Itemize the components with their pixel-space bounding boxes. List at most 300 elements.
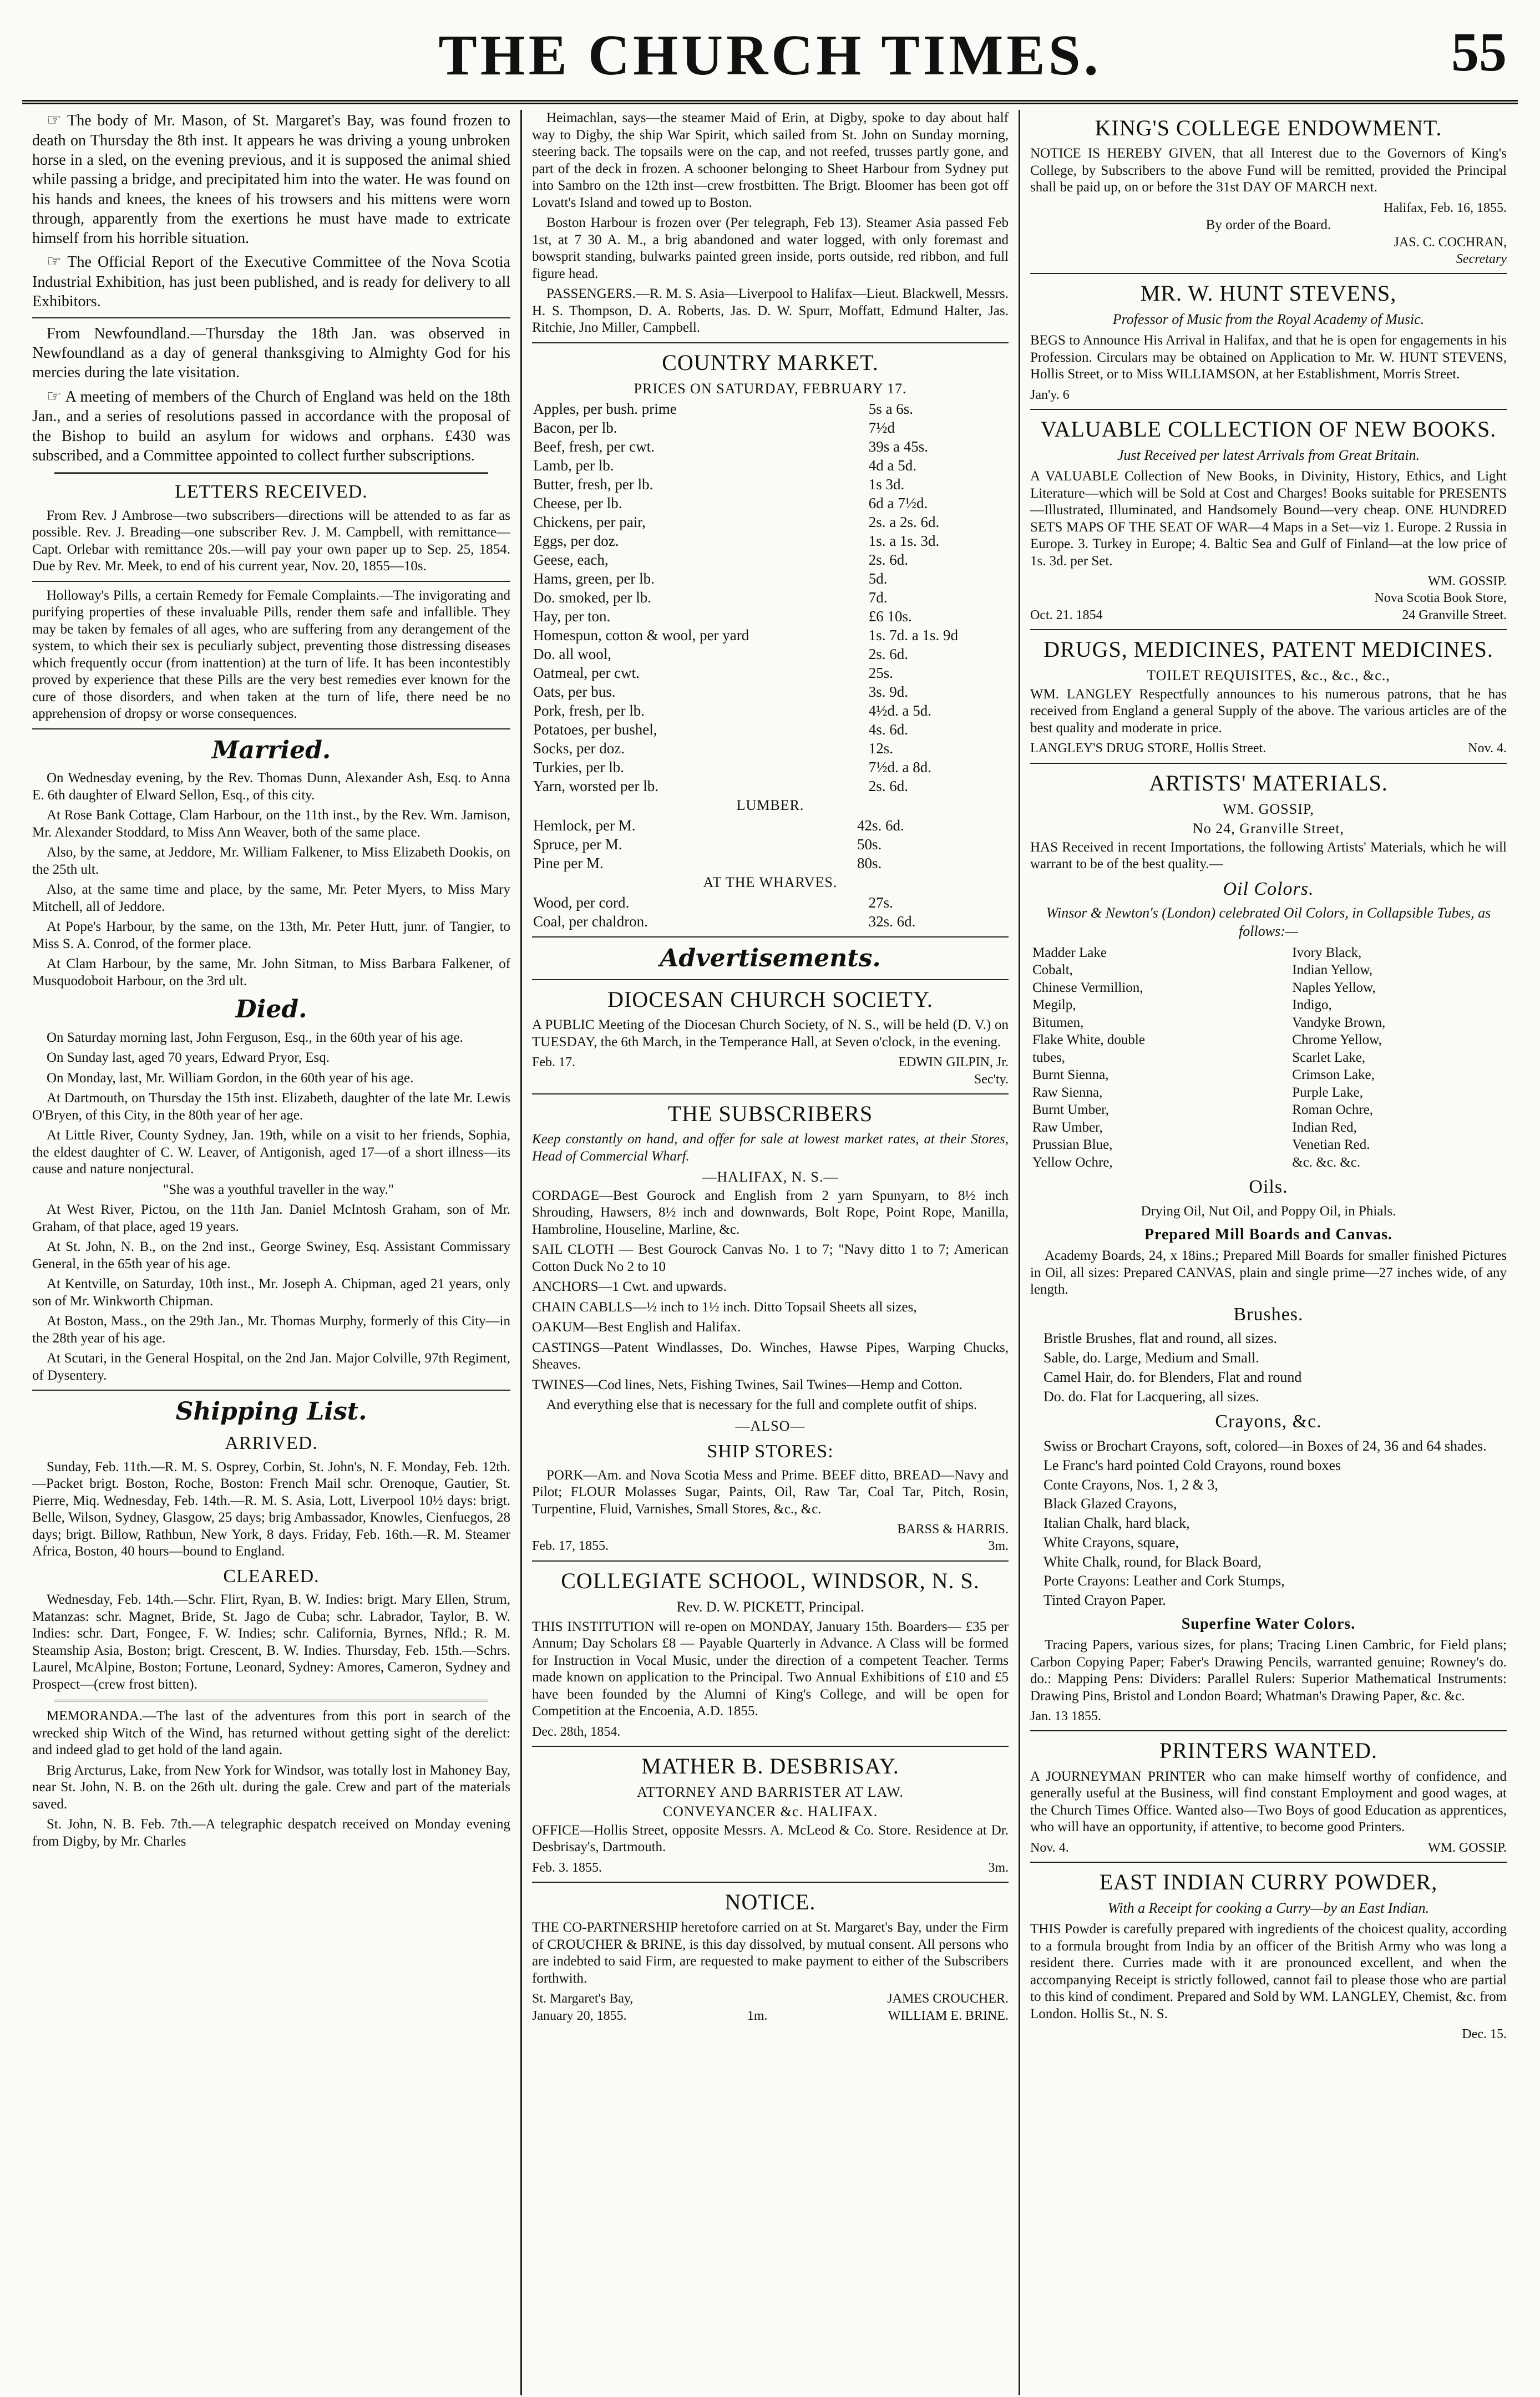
death-notice: At Scutari, in the General Hospital, on the 2nd Jan. Major Colville, 97th Regiment, of Dysentery. xyxy=(32,1351,510,1383)
market-row xyxy=(532,701,1009,720)
drugs-date: Nov. 4. xyxy=(1468,741,1507,756)
item-cell: Do. smoked, per lb. xyxy=(533,589,651,606)
item-cell: Flake White, double xyxy=(1032,1032,1145,1048)
item-cell: Wood, per cord. xyxy=(533,894,630,911)
desbrisay-footer xyxy=(532,1859,1009,1876)
value-cell: &c. &c. &c. xyxy=(1292,1154,1361,1170)
market-heading: COUNTRY MARKET. xyxy=(662,349,879,375)
value-cell: Indian Red, xyxy=(1292,1119,1357,1135)
subscribers-date: Feb. 17, 1855. xyxy=(532,1539,609,1554)
diocesan-date: Feb. 17. xyxy=(532,1055,575,1070)
item-cell: Lamb, per lb. xyxy=(533,457,614,474)
color-row xyxy=(1030,979,1507,997)
holloway-advert: Holloway's Pills, a certain Remedy for Female Complaints.—The invigorating and purifying properties of these invaluable Pills, render them safe and infallible. They may be taken by females of all ages, who are suffering from any derangement of the system, to which their sex is peculiarly subject, preventing those distressing diseases which frequently occur (from inattention) at the turn of life. It has been incontestibly proved by experience that these Pills are the very best remedies ever known for the cure of those disorders, and when taken at the turn of life, there need be no apprehension of dropsy or worse consequences. xyxy=(32,587,510,722)
item-cell: Madder Lake xyxy=(1032,945,1107,960)
column-1 xyxy=(22,110,520,2395)
color-row xyxy=(1030,1066,1507,1084)
shipping-heading: Shipping List. xyxy=(175,1397,367,1426)
notice-heading: NOTICE. xyxy=(725,1889,816,1915)
death-notice: At Dartmouth, on Thursday the 15th inst. Elizabeth, daughter of the late Mr. Lewis O'Bryen, of this City, in the 80th year of her age. xyxy=(32,1091,510,1123)
desbrisay-title: ATTORNEY AND BARRISTER AT LAW. xyxy=(637,1784,904,1801)
value-cell: 12s. xyxy=(868,739,894,757)
divider xyxy=(532,342,1009,343)
kings-body: NOTICE IS HEREBY GIVEN, that all Interest due to the Governors of King's College, by Subscribers to the above Fund will be remitted, provided the Principal shall be paid up, on or before the 31st DAY OF MARCH next. xyxy=(1030,146,1507,195)
divider xyxy=(32,1390,510,1391)
column-2 xyxy=(520,110,1019,2395)
item-cell: Yarn, worsted per lb. xyxy=(533,777,658,794)
news-newfoundland: From Newfoundland.—Thursday the 18th Jan. was observed in Newfoundland as a day of general thanksgiving to Almighty God for his mercies during the late visitation. xyxy=(32,325,510,382)
value-cell: 7½d xyxy=(868,419,895,436)
item-cell: Butter, fresh, per lb. xyxy=(533,475,654,493)
drugs-heading: DRUGS, MEDICINES, PATENT MEDICINES. xyxy=(1043,636,1493,662)
divider xyxy=(32,581,510,582)
married-notice: At Rose Bank Cottage, Clam Harbour, on the 11th inst., by the Rev. Wm. Jamison, Mr. Alexander Stoddard, to Miss Ann Weaver, both of the same place. xyxy=(32,808,510,840)
death-notice: On Monday, last, Mr. William Gordon, in the 60th year of his age. xyxy=(47,1070,414,1086)
divider xyxy=(1030,763,1507,764)
artists-heading: ARTISTS' MATERIALS. xyxy=(1149,770,1388,795)
collegiate-heading: COLLEGIATE SCHOOL, WINDSOR, N. S. xyxy=(561,1568,980,1593)
item-cell: Geese, each, xyxy=(533,551,609,568)
value-cell: 5s a 6s. xyxy=(868,400,914,417)
value-cell: 7d. xyxy=(868,589,888,606)
wharves-table xyxy=(532,893,1009,931)
item-cell: Prussian Blue, xyxy=(1032,1137,1113,1153)
lumber-table xyxy=(532,816,1009,873)
desbrisay-date: Feb. 3. 1855. xyxy=(532,1860,602,1875)
divider xyxy=(1030,629,1507,630)
newspaper-title: THE CHURCH TIMES. xyxy=(438,23,1102,87)
value-cell: 27s. xyxy=(868,894,893,911)
passengers: PASSENGERS.—R. M. S. Asia—Liverpool to Halifax—Lieut. Blackwell, Messrs. H. S. Thompson, D. A. Roberts, Jas. D. W. Spurr, Moffatt, Edmund Halter, Jas. Ritchie, Jno Miller, Campbell. xyxy=(532,286,1009,335)
market-row xyxy=(532,475,1009,494)
value-cell: Venetian Red. xyxy=(1292,1137,1370,1153)
item-cell: Oatmeal, per cwt. xyxy=(533,664,640,681)
memoranda: MEMORANDA.—The last of the adventures from this port in search of the wrecked ship Witch of the Wind, has returned without getting sight of the derelict: and indeed glad to get hold of the land again. xyxy=(32,1709,510,1758)
death-notice: At Boston, Mass., on the 29th Jan., Mr. Thomas Murphy, formerly of this City—in the 28th year of his age. xyxy=(32,1314,510,1346)
market-row xyxy=(532,531,1009,550)
divider xyxy=(532,1560,1009,1562)
market-row xyxy=(532,645,1009,663)
wharves-heading: AT THE WHARVES. xyxy=(703,874,838,890)
list-item: Camel Hair, do. for Blenders, Flat and round xyxy=(1043,1369,1302,1385)
arrived-heading: ARRIVED. xyxy=(225,1432,318,1453)
item-cell: Apples, per bush. prime xyxy=(533,400,677,417)
stevens-heading: MR. W. HUNT STEVENS, xyxy=(1140,281,1397,306)
arrived-list: Sunday, Feb. 11th.—R. M. S. Osprey, Corbin, St. John's, N. F. Monday, Feb. 12th.—Packet brigt. Boston, Roche, Boston: French Mail schr. Orenoque, Gautier, St. Pierre, Miq. Wednesday, Feb. 14th.—R. M. S. Asia, Lott, Liverpool 10½ days: brigt. Belle, Wilson, Sydney, Glasgow, 25 days; brig Ambassador, Knowles, Cienfuegos, 28 days; brigt. Billow, Rathbun, New York, 8 days. Friday, Feb. 16th.—R. M. Steamer Africa, Boston, 40 hours—bound to England. xyxy=(32,1459,510,1559)
news-church-meeting: ☞ A meeting of members of the Church of England was held on the 18th Jan., and a series of resolutions passed in accordance with the proposal of the Bishop to build an asylum for widows and orphans. £430 was subscribed, and a Committee appointed to collect further subscriptions. xyxy=(32,387,510,464)
value-cell: 6d a 7½d. xyxy=(868,494,928,511)
divider xyxy=(1030,409,1507,410)
subscribers-footer xyxy=(532,1538,1009,1554)
stevens-date: Jan'y. 6 xyxy=(1030,387,1070,402)
news-steamer: Heimachlan, says—the steamer Maid of Erin, at Digby, spoke to day about half way to Digby, the ship War Spirit, which sailed from St. John on Sunday morning, steering back. The topsails were on the cap, and not reefed, trusses partly gone, and part of the deck in frozen. A schooner belonging to Sheet Harbour from Sydney put into Sambro on the 12th inst—crew frostbitten. The Brigt. Bloomer has been got off Lovatt's Island and towed up to Boston. xyxy=(532,110,1009,210)
curry-date: Dec. 15. xyxy=(1462,2027,1507,2042)
books-body: A VALUABLE Collection of New Books, in Divinity, History, Ethics, and Light Literature—which will be Sold at Cost and Charges! Books suitable for PRESENTS—Illustrated, Illuminated, and Handsomely Bound—very cheap. ONE HUNDRED SETS MAPS OF THE SEAT OF WAR—4 Maps in a Set—viz 1. Europe. 2 Russia in Europe. 3. Turkey in Europe; 4. Baltic Sea and Gulf of Finland—at the low price of 1s. 3d. per Set. xyxy=(1030,469,1507,569)
notice-footer-1 xyxy=(532,1990,1009,2007)
list-item: Le Franc's hard pointed Cold Crayons, round boxes xyxy=(1043,1457,1341,1473)
castings: CASTINGS—Patent Windlasses, Do. Winches, Hawse Pipes, Warping Chucks, Sheaves. xyxy=(532,1340,1009,1372)
printers-signature: WM. GOSSIP. xyxy=(1427,1840,1507,1855)
artists-body: HAS Received in recent Importations, the following Artists' Materials, which he will warrant to be of the best quality.— xyxy=(1030,839,1507,872)
diocesan-role: Sec'ty. xyxy=(974,1072,1009,1087)
item-cell: Hemlock, per M. xyxy=(533,817,636,834)
drugs-footer xyxy=(1030,740,1507,757)
value-cell: 25s. xyxy=(868,664,894,681)
item-cell: Raw Sienna, xyxy=(1032,1085,1103,1100)
sail-cloth: SAIL CLOTH — Best Gourock Canvas No. 1 to 7; "Navy ditto 1 to 7; American Cotton Duck No 2 to 10 xyxy=(532,1242,1009,1274)
married-notice: At Clam Harbour, by the same, Mr. John Sitman, to Miss Barbara Falkener, of Musquodoboit Harbour, on the 3rd ult. xyxy=(32,956,510,989)
married-notice: Also, at the same time and place, by the same, Mr. Peter Myers, to Miss Mary Mitchell, all of Jeddore. xyxy=(32,882,510,914)
news-mason: ☞ The body of Mr. Mason, of St. Margaret's Bay, was found frozen to death on Thursday the 8th inst. It appears he was driving a young unbroken horse in a sled, on the evening previous, and it is supposed the animal shied while passing a bridge, and precipitated him into the water. He was found on his hands and knees, the knees of his trowsers and his mittens were worn through, apparently from the exertions he must have made to extricate himself from his horrible situation. xyxy=(32,111,510,247)
desbrisay-subtitle: CONVEYANCER &c. HALIFAX. xyxy=(662,1803,878,1820)
cleared-heading: CLEARED. xyxy=(223,1565,320,1587)
divider xyxy=(54,472,488,474)
collegiate-body: THIS INSTITUTION will re-open on MONDAY, January 15th. Boarders— £35 per Annum; Day Scholars £8 — Payable Quarterly in Advance. A Class will be formed for Instruction in Vocal Music, under the direction of a competent Teacher. Terms made known on application to the Principal. Two Annual Exhibitions of £10 and £5 have been founded by the Alumni of King's College, and will be open for Competition at the Encoenia, A.D. 1855. xyxy=(532,1619,1009,1719)
item-cell: Do. all wool, xyxy=(533,645,611,662)
market-row xyxy=(532,663,1009,682)
notice-signer-1: JAMES CROUCHER. xyxy=(887,1991,1009,2006)
books-store: Nova Scotia Book Store, xyxy=(1374,591,1507,606)
item-cell: Oats, per bus. xyxy=(533,683,616,700)
crayons-list xyxy=(1030,1437,1507,1610)
letters-heading: LETTERS RECEIVED. xyxy=(175,482,368,503)
column-3 xyxy=(1019,110,1517,2395)
notice-signer-2: WILLIAM E. BRINE. xyxy=(888,2008,1009,2023)
value-cell: 1s. a 1s. 3d. xyxy=(868,532,940,549)
list-item: Sable, do. Large, Medium and Small. xyxy=(1043,1350,1259,1366)
color-row xyxy=(1030,944,1507,962)
oils-heading: Oils. xyxy=(1249,1177,1288,1198)
artists-address: No 24, Granville Street, xyxy=(1192,820,1345,837)
item-cell: Beef, fresh, per cwt. xyxy=(533,438,655,455)
collegiate-principal: Rev. D. W. PICKETT, Principal. xyxy=(676,1598,864,1615)
brushes-heading: Brushes. xyxy=(1233,1304,1304,1325)
married-notice: Also, by the same, at Jeddore, Mr. William Falkener, to Miss Elizabeth Dookis, on the 25th ult. xyxy=(32,845,510,877)
curry-body: THIS Powder is carefully prepared with ingredients of the choicest quality, according to a formula brought from India by an officer of the British Army who was long a resident there. Curries made with it are pronounced excellent, and when the accompanying Receipt is strictly followed, cannot fail to please those who are partial to this kind of condiment. Prepared and Sold by WM. LANGLEY, Chemist, &c. from London. Hollis St., N. S. xyxy=(1030,1922,1507,2021)
market-row xyxy=(532,588,1009,607)
item-cell: Burnt Umber, xyxy=(1032,1102,1109,1118)
diocesan-signer: EDWIN GILPIN, Jr. xyxy=(898,1055,1009,1070)
anchors: ANCHORS—1 Cwt. and upwards. xyxy=(532,1279,727,1295)
item-cell: Bitumen, xyxy=(1032,1015,1084,1030)
stevens-body: BEGS to Announce His Arrival in Halifax, and that he is open for engagements in his Profession. Circulars may be obtained on Application to Mr. W. HUNT STEVENS, Hollis Street, or to Miss WILLIAMSON, at her Establishment, Morris Street. xyxy=(1030,333,1507,382)
subscribers-close: And everything else that is necessary for the full and complete outfit of ships. xyxy=(546,1397,977,1413)
list-item: Porte Crayons: Leather and Cork Stumps, xyxy=(1043,1573,1285,1589)
value-cell: 2s. 6d. xyxy=(868,551,909,568)
value-cell: 1s. 7d. a 1s. 9d xyxy=(868,626,959,643)
ship-stores-heading: SHIP STORES: xyxy=(707,1441,834,1462)
subscribers-heading: THE SUBSCRIBERS xyxy=(667,1101,873,1126)
value-cell: Vandyke Brown, xyxy=(1292,1015,1386,1030)
item-cell: Coal, per chaldron. xyxy=(533,913,648,930)
oil-colors-subheading: Winsor & Newton's (London) celebrated Oil Colors, in Collapsible Tubes, as follows:— xyxy=(1046,905,1491,940)
list-item: White Chalk, round, for Black Board, xyxy=(1043,1553,1262,1570)
item-cell: Megilp, xyxy=(1032,997,1076,1013)
death-notice: At Little River, County Sydney, Jan. 19th, while on a visit to her friends, Sophia, the eldest daughter of C. W. Leaver, of Antigonish, aged 17—of a short illness—its cause and nature nonjectural. xyxy=(32,1128,510,1177)
kings-order: By order of the Board. xyxy=(1205,217,1331,233)
water-colors-heading: Superfine Water Colors. xyxy=(1181,1615,1356,1633)
books-address: 24 Granville Street. xyxy=(1402,607,1507,622)
divider xyxy=(532,1746,1009,1747)
curry-heading: EAST INDIAN CURRY POWDER, xyxy=(1099,1869,1438,1895)
printers-date: Nov. 4. xyxy=(1030,1840,1069,1855)
pointing-hand-icon: ☞ xyxy=(47,387,62,406)
water-colors-date: Jan. 13 1855. xyxy=(1030,1709,1101,1724)
value-cell: 4½d. a 5d. xyxy=(868,702,932,719)
oakum: OAKUM—Best English and Halifax. xyxy=(532,1320,741,1335)
item-cell: Potatoes, per bushel, xyxy=(533,721,657,738)
market-row xyxy=(532,456,1009,475)
item-cell: tubes, xyxy=(1032,1050,1066,1065)
oil-colors-heading: Oil Colors. xyxy=(1223,878,1314,899)
market-row xyxy=(532,777,1009,795)
list-item: Swiss or Brochart Crayons, soft, colored—in Boxes of 24, 36 and 64 shades. xyxy=(1043,1438,1487,1455)
market-row xyxy=(532,816,1009,835)
market-row xyxy=(532,418,1009,437)
printers-footer xyxy=(1030,1839,1507,1856)
item-cell: Eggs, per doz. xyxy=(533,532,619,549)
item-cell: Chinese Vermillion, xyxy=(1032,980,1143,995)
item-cell: Hams, green, per lb. xyxy=(533,570,655,587)
columns xyxy=(22,110,1518,2395)
st-john-news: St. John, N. B. Feb. 7th.—A telegraphic despatch received on Monday evening from Digby, by Mr. Charles xyxy=(32,1817,510,1849)
books-date: Oct. 21. 1854 xyxy=(1030,607,1103,622)
value-cell: Naples Yellow, xyxy=(1292,980,1376,995)
value-cell: 5d. xyxy=(868,570,888,587)
subscribers-signature: BARSS & HARRIS. xyxy=(897,1522,1009,1537)
value-cell: 1s 3d. xyxy=(868,475,905,493)
market-row xyxy=(532,550,1009,569)
printers-heading: PRINTERS WANTED. xyxy=(1159,1738,1378,1763)
divider xyxy=(1030,273,1507,274)
list-item: Do. do. Flat for Lacquering, all sizes. xyxy=(1043,1388,1259,1405)
item-cell: Homespun, cotton & wool, per yard xyxy=(533,626,749,643)
divider xyxy=(32,317,510,318)
value-cell: £6 10s. xyxy=(868,607,912,625)
drugs-subheading: TOILET REQUISITES, &c., &c., &c., xyxy=(1147,667,1390,684)
stevens-subheading: Professor of Music from the Royal Academy of Music. xyxy=(1112,311,1425,328)
item-cell: Socks, per doz. xyxy=(533,739,625,757)
pointing-hand-icon: ☞ xyxy=(47,252,62,271)
item-cell: Pine per M. xyxy=(533,854,604,871)
color-row xyxy=(1030,1084,1507,1102)
kings-signature: JAS. C. COCHRAN, xyxy=(1394,235,1507,250)
value-cell: Indian Yellow, xyxy=(1292,962,1373,978)
market-row xyxy=(532,758,1009,777)
divider xyxy=(532,936,1009,937)
value-cell: 4s. 6d. xyxy=(868,721,909,738)
collegiate-date: Dec. 28th, 1854. xyxy=(532,1724,621,1739)
item-cell: Pork, fresh, per lb. xyxy=(533,702,645,719)
market-table xyxy=(532,399,1009,795)
subscribers-place: —HALIFAX, N. S.— xyxy=(702,1169,839,1185)
arcturus-news: Brig Arcturus, Lake, from New York for Windsor, was totally lost in Mahoney Bay, near St. John, N. B. on the 26th ult. during the gale. Crew and part of the materials saved. xyxy=(32,1762,510,1812)
market-row xyxy=(532,854,1009,873)
divider xyxy=(532,979,1009,980)
collegiate-footer xyxy=(532,1724,1009,1740)
kings-date: Halifax, Feb. 16, 1855. xyxy=(1384,200,1507,215)
married-notice: At Pope's Harbour, by the same, on the 13th, Mr. Peter Hutt, junr. of Tangier, to Miss S. A. Conrod, of the former place. xyxy=(32,919,510,951)
pointing-hand-icon: ☞ xyxy=(47,111,62,129)
value-cell: Ivory Black, xyxy=(1292,945,1362,960)
divider xyxy=(54,1700,488,1701)
kings-heading: KING'S COLLEGE ENDOWMENT. xyxy=(1095,115,1442,140)
crayons-heading: Crayons, &c. xyxy=(1215,1411,1322,1432)
divider xyxy=(532,1882,1009,1883)
married-notice: On Wednesday evening, by the Rev. Thomas Dunn, Alexander Ash, Esq. to Anna E. 6th daughter of Elward Sellon, Esq., of this city. xyxy=(32,771,510,803)
divider xyxy=(532,1093,1009,1094)
color-row xyxy=(1030,1101,1507,1119)
notice-place: St. Margaret's Bay, xyxy=(532,1991,634,2006)
curry-subheading: With a Receipt for cooking a Curry—by an East Indian. xyxy=(1107,1900,1430,1917)
value-cell: 2s. a 2s. 6d. xyxy=(868,513,940,530)
printers-body: A JOURNEYMAN PRINTER who can make himself worthy of confidence, and generally useful at the Business, will find constant Employment and good wages, at the Church Times Office. Wanted also—Two Boys of good Education as apprentices, who will have an opportunity, if attentive, to become good Printers. xyxy=(1030,1768,1507,1835)
notice-term: 1m. xyxy=(747,2008,768,2023)
boards-heading: Prepared Mill Boards and Canvas. xyxy=(1144,1225,1393,1243)
also-label: —ALSO— xyxy=(735,1417,806,1434)
notice-footer-2 xyxy=(532,2008,1009,2024)
value-cell: 42s. 6d. xyxy=(857,817,904,834)
market-row xyxy=(532,437,1009,456)
desbrisay-heading: MATHER B. DESBRISAY. xyxy=(641,1753,899,1778)
market-row xyxy=(532,626,1009,645)
page-number: 55 xyxy=(1451,21,1507,83)
news-boston-harbour: Boston Harbour is frozen over (Per telegraph, Feb 13). Steamer Asia passed Feb 1st, at 7 30 A. M., a brig abandoned and water logged, with only foremast and bowsprit standing, bulwarks painted green inside, ports outside, red ribbon, and full figure head. xyxy=(532,215,1009,281)
value-cell: 39s a 45s. xyxy=(868,438,929,455)
list-item: Tinted Crayon Paper. xyxy=(1043,1592,1166,1609)
item-cell: Cobalt, xyxy=(1032,962,1073,978)
diocesan-body: A PUBLIC Meeting of the Diocesan Church Society, of N. S., will be held (D. V.) on TUESDAY, the 6th March, in the Temperance Hall, at Seven o'clock, in the evening. xyxy=(532,1017,1009,1050)
value-cell: Purple Lake, xyxy=(1292,1085,1363,1100)
value-cell: Roman Ochre, xyxy=(1292,1102,1374,1118)
ship-stores: PORK—Am. and Nova Scotia Mess and Prime. BEEF ditto, BREAD—Navy and Pilot; FLOUR Molasses Sugar, Paints, Oil, Raw Tar, Coal Tar, Pitch, Rosin, Turpentine, Fluid, Varnishes, Small Stores, &c., &c. xyxy=(532,1467,1009,1517)
item-cell: Raw Umber, xyxy=(1032,1119,1103,1135)
artists-name: WM. GOSSIP, xyxy=(1223,801,1314,818)
value-cell: 4d a 5d. xyxy=(868,457,917,474)
item-cell: Yellow Ochre, xyxy=(1032,1154,1113,1170)
desbrisay-term: 3m. xyxy=(988,1860,1009,1875)
masthead xyxy=(22,0,1518,104)
books-signature: WM. GOSSIP. xyxy=(1427,574,1507,589)
death-notice-quote: "She was a youthful traveller in the way." xyxy=(163,1182,394,1197)
diocesan-signature xyxy=(532,1054,1009,1071)
color-row xyxy=(1030,961,1507,979)
value-cell: 7½d. a 8d. xyxy=(868,758,932,776)
desbrisay-body: OFFICE—Hollis Street, opposite Messrs. A. McLeod & Co. Store. Residence at Dr. Desbrisay's, Dartmouth. xyxy=(532,1822,1009,1855)
letters-text: From Rev. J Ambrose—two subscribers—directions will be attended to as far as possible. Rev. J. Breading—one subscriber Rev. J. M. Campbell, with remittance—Capt. Orlebar with remittance 20s.—will pay your own paper up to Sep. 25, 1854. Due by Rev. Mr. Meek, to end of his current year, Nov. 20, 1855—10s. xyxy=(32,508,510,574)
divider xyxy=(1030,1862,1507,1863)
item-cell: Chickens, per pair, xyxy=(533,513,646,530)
kings-role: Secretary xyxy=(1456,251,1507,266)
subscribers-intro: Keep constantly on hand, and offer for sale at lowest market rates, at their Stores, Head of Commercial Wharf. xyxy=(532,1132,1009,1164)
value-cell: 2s. 6d. xyxy=(868,777,909,794)
market-row xyxy=(532,835,1009,854)
item-cell: Hay, per ton. xyxy=(533,607,611,625)
books-subheading: Just Received per latest Arrivals from Great Britain. xyxy=(1117,447,1420,464)
list-item: Black Glazed Crayons, xyxy=(1043,1496,1177,1512)
colors-table xyxy=(1030,944,1507,1172)
list-item: Bristle Brushes, flat and round, all sizes. xyxy=(1043,1330,1277,1347)
value-cell: 2s. 6d. xyxy=(868,645,909,662)
news-exhibition: ☞ The Official Report of the Executive Committee of the Nova Scotia Industrial Exhibition, has just been published, and is ready for delivery to all Exhibitors. xyxy=(32,252,510,311)
color-row xyxy=(1030,1154,1507,1172)
value-cell: 3s. 9d. xyxy=(868,683,909,700)
list-item: Italian Chalk, hard black, xyxy=(1043,1515,1190,1532)
item-cell: Turkies, per lb. xyxy=(533,758,625,776)
market-row xyxy=(532,569,1009,588)
list-item: White Crayons, square, xyxy=(1043,1534,1179,1550)
divider xyxy=(32,728,510,729)
cleared-list: Wednesday, Feb. 14th.—Schr. Flirt, Ryan, B. W. Indies: brigt. Mary Ellen, Strum, Matanzas: schr. Magnet, Bride, St. Jago de Cuba; schr. Labrador, Taylor, B. W. Indies: schr. Dart, Fongee, F. W. Indies; schr. California, Byrnes, Nfld.; R. M. Steamship Asia, Boston; brigt. Crescent, B. W. Indies. Thursday, Feb. 15th.—Schrs. Laurel, McAlpine, Boston; Fortune, Leonard, Sydney: Amores, Cameron, Sydney and Prospect—(crew frost bitten). xyxy=(32,1592,510,1692)
books-footer xyxy=(1030,607,1507,624)
market-subheading: PRICES ON SATURDAY, FEBRUARY 17. xyxy=(634,380,907,397)
value-cell: Scarlet Lake, xyxy=(1292,1050,1366,1065)
brushes-list xyxy=(1030,1330,1507,1406)
lumber-heading: LUMBER. xyxy=(736,797,804,813)
drugs-store: LANGLEY'S DRUG STORE, Hollis Street. xyxy=(1030,741,1267,756)
market-row xyxy=(532,912,1009,931)
market-row xyxy=(532,513,1009,531)
market-row xyxy=(532,494,1009,513)
cordage: CORDAGE—Best Gourock and English from 2 yarn Spunyarn, to 8½ inch Shrouding, Hawsers, 8½ inch and downwards, Bolt Rope, Point Rope, Manilla, Hambroline, Houseline, Marline, &c. xyxy=(532,1188,1009,1237)
value-cell: 32s. 6d. xyxy=(868,913,916,930)
market-row xyxy=(532,720,1009,739)
value-cell: Crimson Lake, xyxy=(1292,1067,1375,1083)
notice-body: THE CO-PARTNERSHIP heretofore carried on at St. Margaret's Bay, under the Firm of CROUCHER & BRINE, is this day dissolved, by mutual consent. All persons who are indebted to said Firm, are requested to make payment to either of the Subscribers forthwith. xyxy=(532,1920,1009,1986)
value-cell: Indigo, xyxy=(1292,997,1332,1013)
subscribers-term: 3m. xyxy=(988,1539,1009,1554)
value-cell: 50s. xyxy=(857,835,882,853)
market-row xyxy=(532,607,1009,626)
market-row xyxy=(532,399,1009,418)
death-notice: At St. John, N. B., on the 2nd inst., George Swiney, Esq. Assistant Commissary General, in the 65th year of his age. xyxy=(32,1239,510,1271)
item-cell: Burnt Sienna, xyxy=(1032,1067,1109,1083)
item-cell: Bacon, per lb. xyxy=(533,419,617,436)
market-row xyxy=(532,739,1009,758)
divider xyxy=(1030,1730,1507,1731)
color-row xyxy=(1030,996,1507,1014)
color-row xyxy=(1030,1014,1507,1032)
list-item: Conte Crayons, Nos. 1, 2 & 3, xyxy=(1043,1476,1218,1493)
value-cell: 80s. xyxy=(857,854,882,871)
drugs-body: WM. LANGLEY Respectfully announces to his numerous patrons, that he has received from England a general Supply of the above. The various articles are of the best quality and moderate in price. xyxy=(1030,686,1507,736)
died-heading: Died. xyxy=(235,995,307,1024)
chain-cables: CHAIN CABLLS—½ inch to 1½ inch. Ditto Topsail Sheets all sizes, xyxy=(532,1299,917,1315)
item-cell: Cheese, per lb. xyxy=(533,494,622,511)
diocesan-heading: DIOCESAN CHURCH SOCIETY. xyxy=(607,986,933,1012)
advertisements-heading: Advertisements. xyxy=(660,944,881,972)
color-row xyxy=(1030,1031,1507,1049)
color-row xyxy=(1030,1049,1507,1067)
boards-body: Academy Boards, 24, x 18ins.; Prepared Mill Boards for smaller finished Pictures in Oil, all sizes: Prepared CANVAS, plain and single prime—27 inches wide, of any length. xyxy=(1030,1248,1507,1297)
water-colors-body: Tracing Papers, various sizes, for plans; Tracing Linen Cambric, for Field plans; Carbon Copying Paper; Faber's Drawing Pencils, warranted genuine; Rowney's do. do.: Mapping Pens: Dividers: Parallel Rulers: Superior Mathematical Instruments: Drawing Pins, Bristol and London Board; Whatman's Drawing Paper, &c. &c. xyxy=(1030,1638,1507,1704)
oils-body: Drying Oil, Nut Oil, and Poppy Oil, in Phials. xyxy=(1141,1204,1396,1219)
market-row xyxy=(532,682,1009,701)
death-notice: At Kentville, on Saturday, 10th inst., Mr. Joseph A. Chipman, aged 21 years, only son of Mr. Winkworth Chipman. xyxy=(32,1276,510,1309)
color-row xyxy=(1030,1119,1507,1137)
death-notice: On Sunday last, aged 70 years, Edward Pryor, Esq. xyxy=(47,1050,330,1066)
item-cell: Spruce, per M. xyxy=(533,835,622,853)
twines: TWINES—Cod lines, Nets, Fishing Twines, Sail Twines—Hemp and Cotton. xyxy=(532,1377,963,1392)
books-heading: VALUABLE COLLECTION OF NEW BOOKS. xyxy=(1040,416,1497,442)
death-notice: On Saturday morning last, John Ferguson, Esq., in the 60th year of his age. xyxy=(47,1030,463,1045)
death-notice: At West River, Pictou, on the 11th Jan. Daniel McIntosh Graham, son of Mr. Graham, of that place, aged 19 years. xyxy=(32,1202,510,1234)
color-row xyxy=(1030,1136,1507,1154)
notice-date: January 20, 1855. xyxy=(532,2008,627,2023)
value-cell: Chrome Yellow, xyxy=(1292,1032,1382,1048)
market-row xyxy=(532,893,1009,912)
married-heading: Married. xyxy=(211,736,331,764)
